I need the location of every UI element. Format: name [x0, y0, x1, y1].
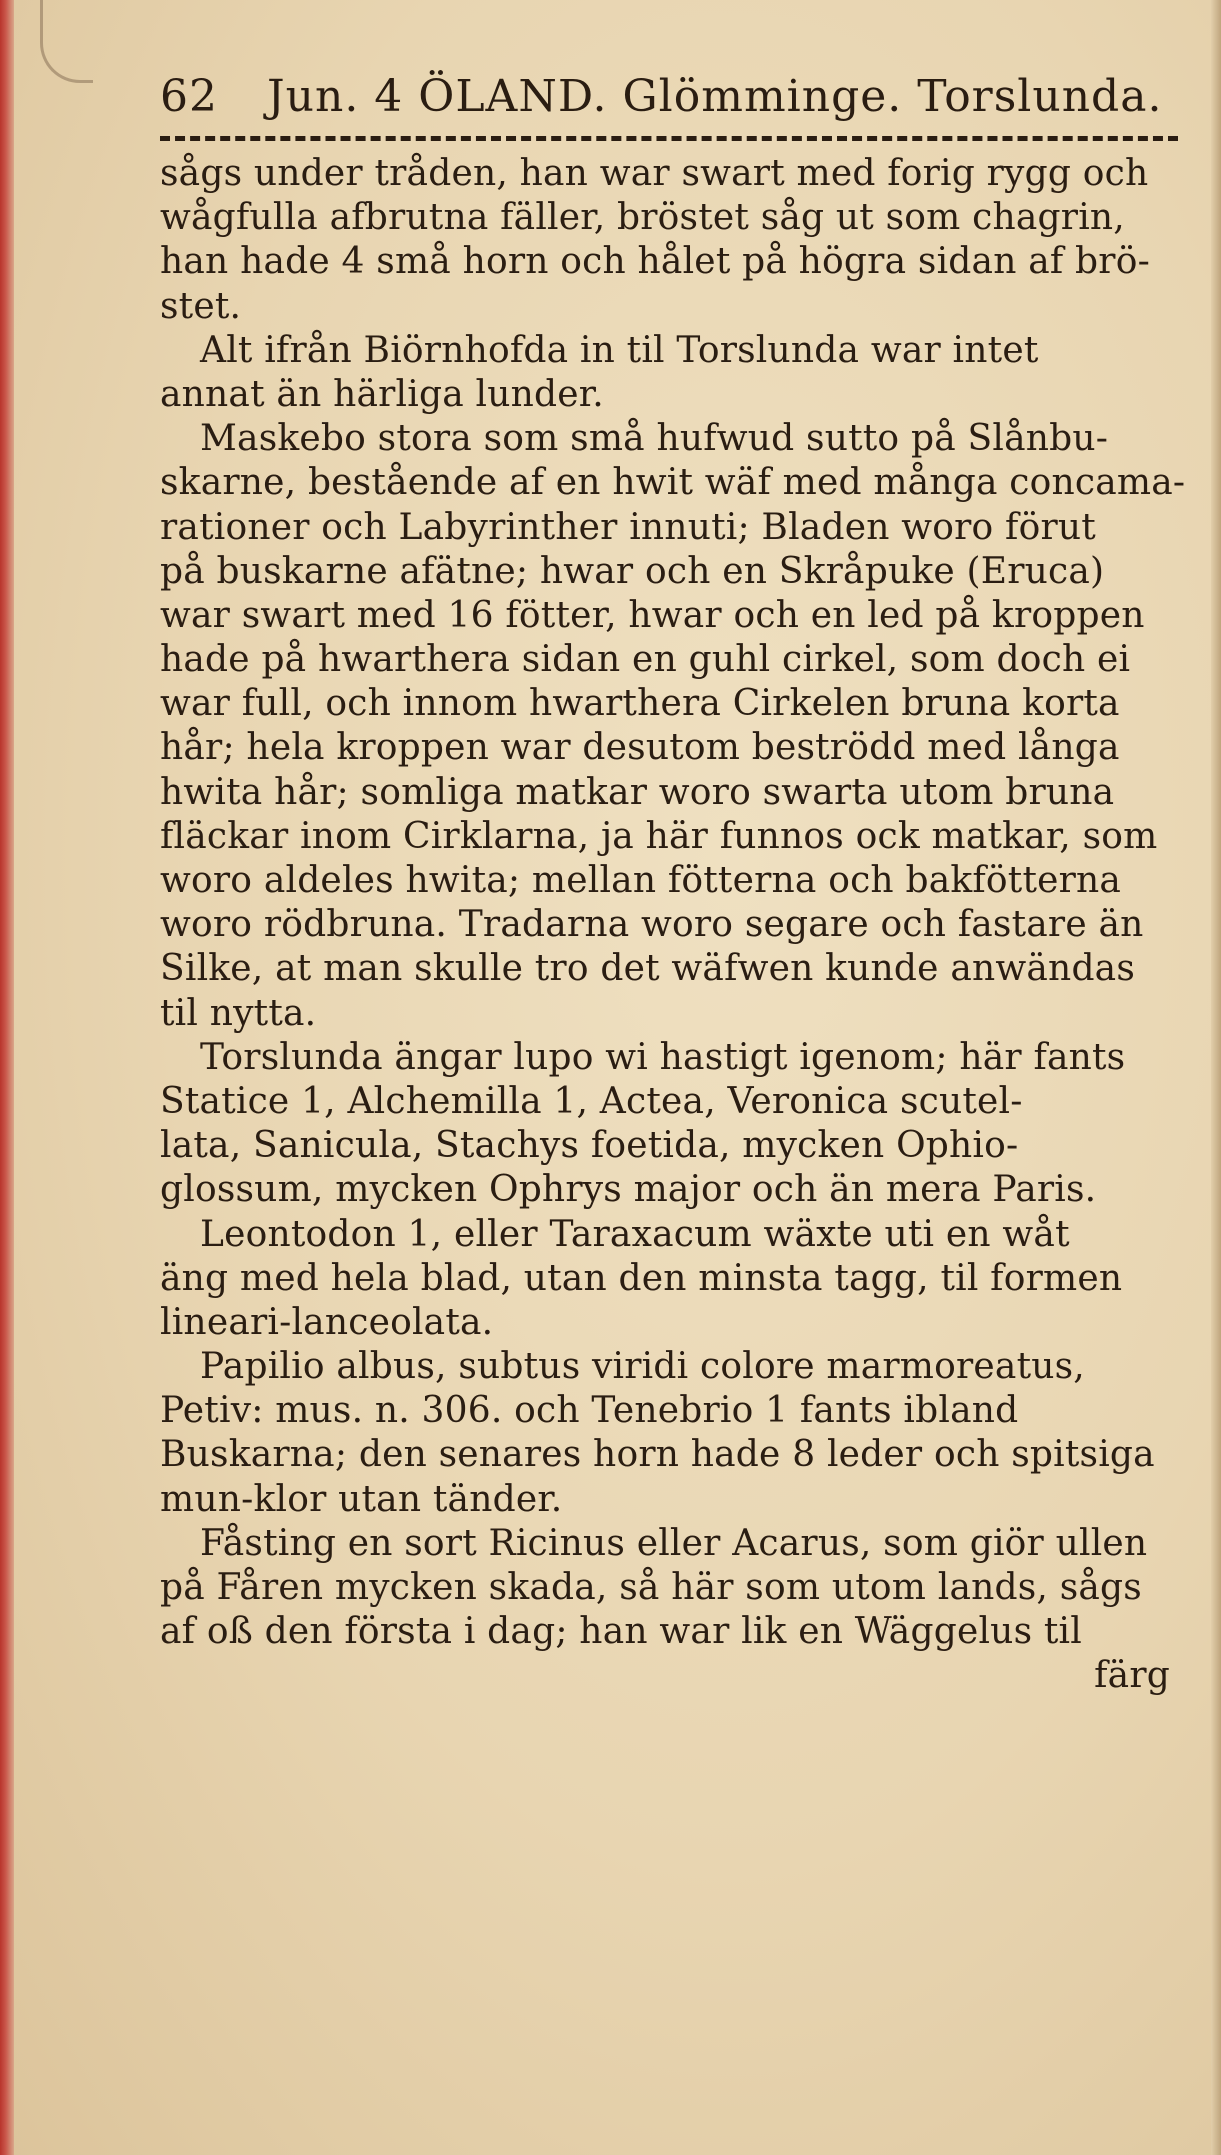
text-line: Alt ifrån Biörnhofda in til Torslunda war intet	[200, 329, 1039, 371]
text-line: hwita hår; somliga matkar woro swarta utom bruna	[160, 771, 1115, 813]
text-line: Fåsting en sort Ricinus eller Acarus, som giör ullen	[200, 1522, 1148, 1564]
text-line: fläckar inom Cirklarna, ja här funnos ock matkar, som	[160, 815, 1158, 857]
text-line: skarne, bestående af en hwit wäf med många concama-	[160, 462, 1186, 504]
text-line: Statice 1, Alchemilla 1, Actea, Veronica scutel-	[160, 1080, 1023, 1122]
text-line: han hade 4 små horn och hålet på högra sidan af brö-	[160, 241, 1150, 283]
text-line: sågs under tråden, han war swart med forig rygg och	[160, 153, 1149, 194]
body-text	[160, 152, 1190, 1699]
running-title: Jun. 4 ÖLAND. Glömminge. Torslunda.	[267, 71, 1163, 122]
text-line: Torslunda ängar lupo wi hastigt igenom; här fants	[200, 1036, 1126, 1078]
text-line: Petiv: mus. n. 306. och Tenebrio 1 fants ibland	[160, 1390, 1019, 1432]
text-line: woro aldeles hwita; mellan fötterna och bakfötterna	[160, 860, 1122, 901]
text-line: glossum, mycken Ophrys major och än mera Paris.	[160, 1169, 1097, 1211]
text-line: Papilio albus, subtus viridi colore marmoreatus,	[200, 1346, 1085, 1388]
text-line: Maskebo stora som små hufwud sutto på Slånbu-	[200, 418, 1109, 460]
binding-edge	[0, 0, 14, 2155]
text-line: woro rödbruna. Tradarna woro segare och fastare än	[160, 904, 1144, 946]
page-number: 62	[160, 71, 218, 122]
text-line: af oß den första i dag; han war lik en Wäggelus til	[160, 1611, 1082, 1653]
text-line: til nytta.	[160, 992, 317, 1034]
text-line: Leontodon 1, eller Taraxacum wäxte uti en wåt	[200, 1213, 1070, 1255]
text-line: äng med hela blad, utan den minsta tagg, til formen	[160, 1257, 1123, 1299]
text-line: war swart med 16 fötter, hwar och en led på kroppen	[160, 594, 1145, 636]
text-line: Buskarna; den senares horn hade 8 leder och spitsiga	[160, 1434, 1155, 1476]
header-rule	[160, 136, 1178, 141]
text-line: på Fåren mycken skada, så här som utom lands, sågs	[160, 1567, 1142, 1608]
text-line: annat än härliga lunder.	[160, 373, 604, 415]
text-line: stet.	[160, 285, 242, 327]
text-line: war full, och innom hwarthera Cirkelen bruna korta	[160, 683, 1120, 725]
text-line: på buskarne afätne; hwar och en Skråpuke (Eruca)	[160, 550, 1105, 592]
text-line: Silke, at man skulle tro det wäfwen kunde anwändas	[160, 948, 1136, 990]
text-line: mun-klor utan tänder.	[160, 1478, 563, 1520]
page-right-edge	[1211, 0, 1221, 2155]
text-line: lata, Sanicula, Stachys foetida, mycken Ophio-	[160, 1125, 1019, 1167]
text-line: hade på hwarthera sidan en guhl cirkel, som doch ei	[160, 639, 1131, 681]
catchword: färg	[1094, 1655, 1170, 1697]
page-tab-shadow	[40, 0, 93, 83]
running-header	[160, 62, 1180, 132]
text-line: hår; hela kroppen war desutom beströdd med långa	[160, 727, 1120, 769]
text-line: lineari-lanceolata.	[160, 1301, 494, 1343]
text-line: rationer och Labyrinther innuti; Bladen woro förut	[160, 506, 1096, 548]
text-line: wågfulla afbrutna fäller, bröstet såg ut som chagrin,	[160, 197, 1125, 239]
